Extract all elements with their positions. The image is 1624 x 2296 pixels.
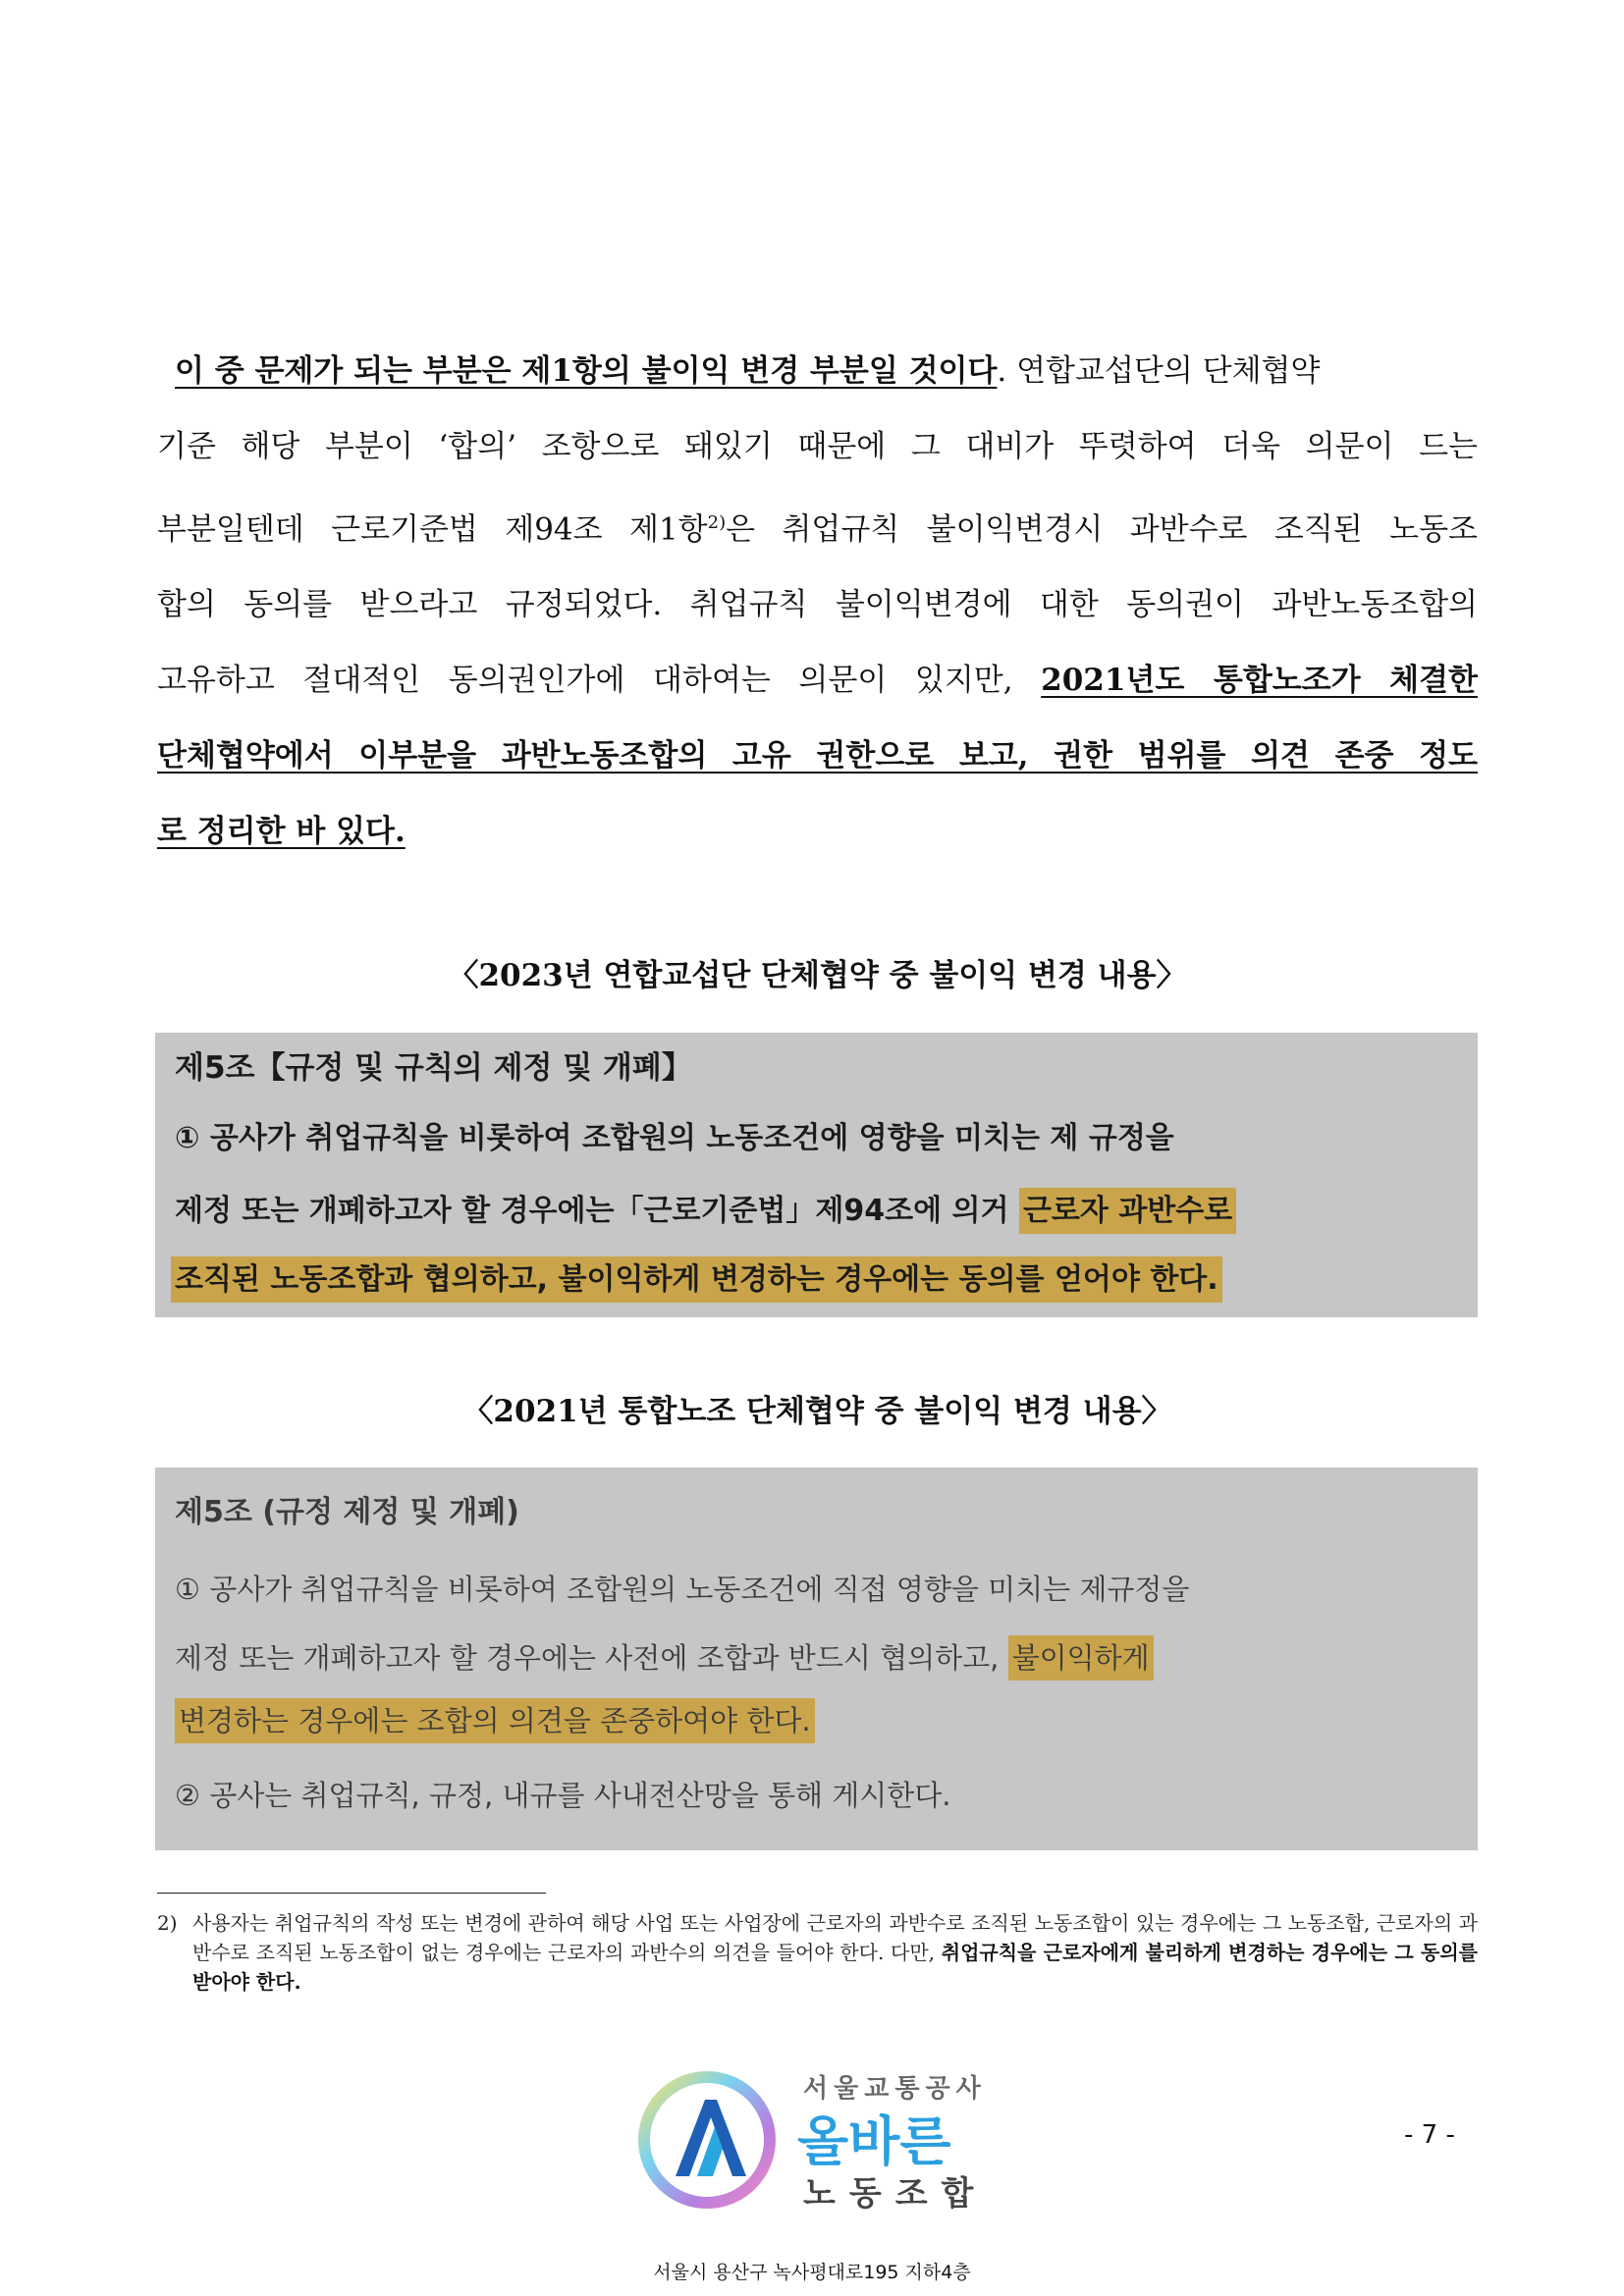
- highlight: 조직된 노동조합과 협의하고, 불이익하게 변경하는 경우에는 동의를 얻어야 한다.: [171, 1256, 1222, 1303]
- logo-subtitle: 노동조합: [803, 2174, 988, 2214]
- footnote-number: 2): [157, 1911, 178, 1935]
- clause-line-2: 제정 또는 개폐하고자 할 경우에는「근로기준법」제94조에 의거 근로자 과반수로: [175, 1186, 1458, 1229]
- caption-2023: 〈2023년 연합교섭단 단체협약 중 불이익 변경 내용〉: [448, 958, 1187, 993]
- paragraph-line-5: 고유하고 절대적인 동의권인가에 대하여는 의문이 있지만, 2021년도 통합노조가 체결한: [157, 663, 1478, 699]
- clause-line-1: ① 공사가 취업규칙을 비롯하여 조합원의 노동조건에 영향을 미치는 제 규정을: [175, 1121, 1174, 1155]
- address: 서울시 용산구 녹사평대로195 지하4층: [653, 2262, 971, 2283]
- logo-title: 올바른: [797, 2110, 951, 2172]
- footnote-text: 사용자는 취업규칙의 작성 또는 변경에 관하여 해당 사업 또는 사업장에 근로자의 과반수로 조직된 노동조합이 있는 경우에는 그 노동조합, 근로자의 과반수로 조직된 노동조합이 없는 경우에는 근로자의 과반수의 의견을 들어야 한다. 다만, 취업규칙을 근로자에게 불리하게 변경하는 경우에는 그 동의를 받아야 한다.: [192, 1911, 1478, 1994]
- union-logo: [628, 2066, 1001, 2214]
- clause-line-2: 제정 또는 개폐하고자 할 경우에는 사전에 조합과 반드시 협의하고, 불이익하게: [175, 1636, 1458, 1677]
- paragraph-line-4: 합의 동의를 받으라고 규정되었다. 취업규칙 불이익변경에 대한 동의권이 과반노동조합의: [157, 587, 1478, 623]
- footnote-ref[interactable]: 2): [707, 512, 727, 533]
- highlight: 변경하는 경우에는 조합의 의견을 존중하여야 한다.: [175, 1698, 815, 1743]
- clause-line-3: [175, 1699, 1458, 1739]
- logo-emblem-icon: [628, 2066, 785, 2214]
- highlight: 불이익하게: [1008, 1635, 1154, 1681]
- paragraph-line-6: 단체협약에서 이부분을 과반노동조합의 고유 권한으로 보고, 권한 범위를 의견 존중 정도: [157, 738, 1478, 774]
- clause-box-2021: [155, 1468, 1478, 1850]
- paragraph-line-1: 이 중 문제가 되는 부분은 제1항의 불이익 변경 부분일 것이다. 연합교섭단의 단체협약: [175, 353, 1321, 389]
- clause-title: 제5조 (규정 제정 및 개폐): [175, 1495, 519, 1529]
- caption-2021: 〈2021년 통합노조 단체협약 중 불이익 변경 내용〉: [462, 1394, 1172, 1429]
- clause-line-4: ② 공사는 취업규칙, 규정, 내규를 사내전산망을 통해 게시한다.: [175, 1779, 951, 1812]
- clause-line-1: ① 공사가 취업규칙을 비롯하여 조합원의 노동조건에 직접 영향을 미치는 제규정을: [175, 1573, 1190, 1606]
- footnote-divider: [157, 1893, 546, 1894]
- paragraph-line-7: 로 정리한 바 있다.: [157, 814, 406, 850]
- emphasis-text: 이 중 문제가 되는 부분은 제1항의 불이익 변경 부분일 것이다: [175, 353, 998, 389]
- footnote: [157, 1908, 1478, 1997]
- logo-org-name: 서울교통공사: [803, 2074, 987, 2104]
- clause-box-2023: [155, 1033, 1478, 1317]
- highlight: 근로자 과반수로: [1019, 1188, 1236, 1234]
- paragraph-line-2: 기준 해당 부분이 ‘합의’ 조항으로 돼있기 때문에 그 대비가 뚜렷하여 더욱 의문이 드는: [157, 429, 1478, 464]
- page-number: - 7 -: [1404, 2120, 1455, 2150]
- clause-line-3: [171, 1255, 1458, 1298]
- main-paragraph: [157, 334, 1478, 870]
- paragraph-line-3: 부분일텐데 근로기준법 제94조 제1항$^{2)}$은 취업규칙 불이익변경시 과반수로 조직된 노동조: [157, 511, 1478, 548]
- clause-title: 제5조【규정 및 규칙의 제정 및 개폐】: [175, 1050, 692, 1086]
